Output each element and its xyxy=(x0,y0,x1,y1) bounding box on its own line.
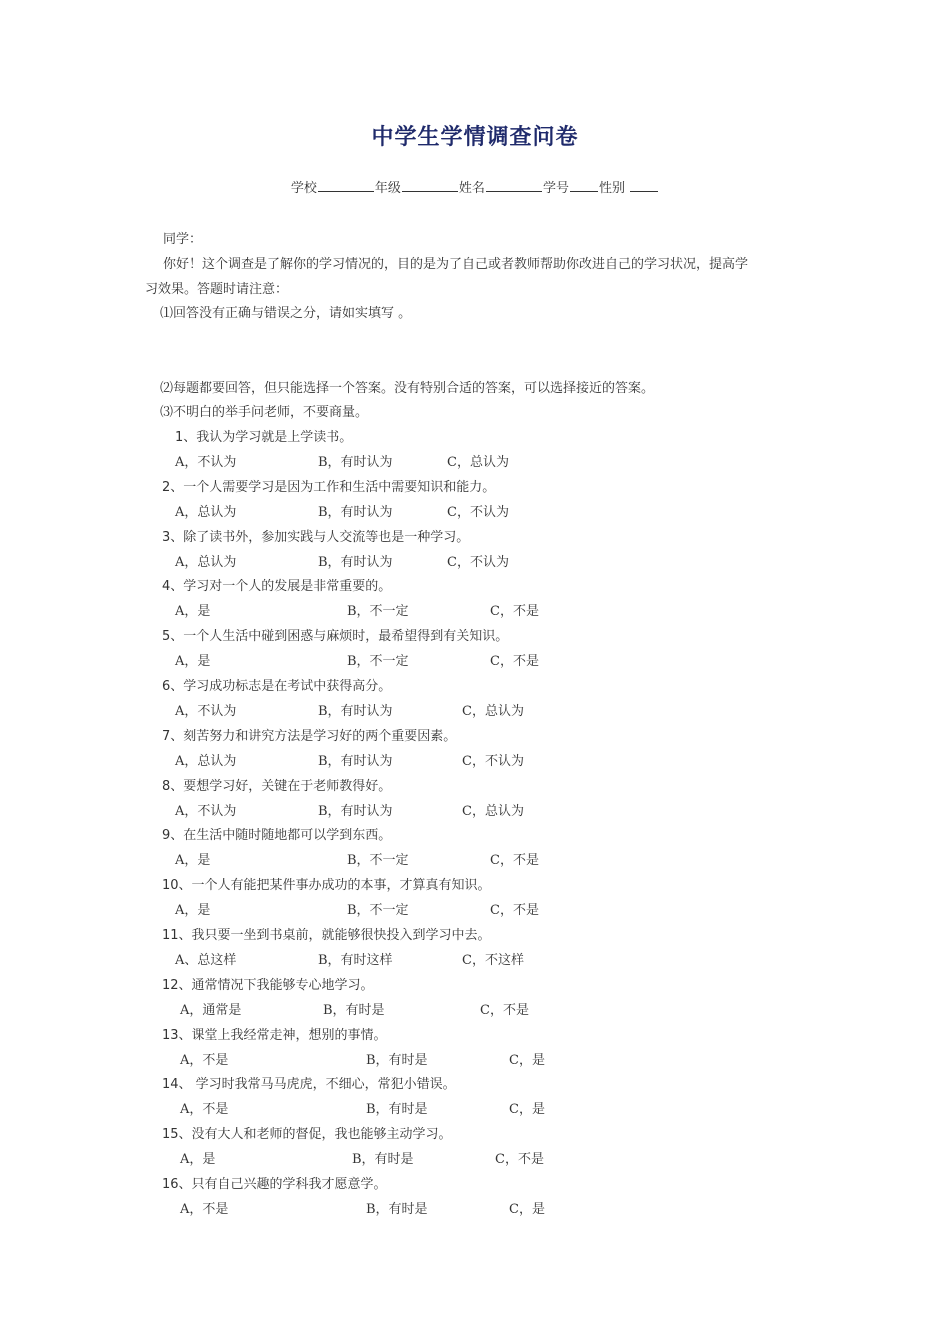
option-b-q16[interactable]: B，有时是 xyxy=(366,1202,428,1217)
question-number: 1、 xyxy=(175,430,197,445)
option-c-q9[interactable]: C，不是 xyxy=(490,853,539,868)
question-text: 学习时我常马马虎虎，不细心，常犯小错误。 xyxy=(191,1077,456,1092)
page-title: 中学生学情调查问卷 xyxy=(371,125,579,150)
question-14 xyxy=(162,1073,456,1092)
question-number: 11、 xyxy=(162,928,192,943)
option-a-q10[interactable]: A，是 xyxy=(175,903,211,918)
question-text: 课堂上我经常走神，想别的事情。 xyxy=(191,1028,387,1043)
question-4 xyxy=(162,575,391,594)
note-3: ⑶不明白的举手问老师，不要商量。 xyxy=(160,405,369,420)
grade-label: 年级 xyxy=(374,181,401,196)
option-a-q5[interactable]: A，是 xyxy=(175,654,211,669)
option-c-q2[interactable]: C，不认为 xyxy=(447,505,509,520)
student-info-line xyxy=(0,177,950,196)
option-b-q1[interactable]: B，有时认为 xyxy=(318,455,393,470)
gender-blank[interactable] xyxy=(630,179,658,192)
school-blank[interactable] xyxy=(318,179,374,192)
question-number: 16、 xyxy=(162,1177,192,1192)
question-text: 通常情况下我能够专心地学习。 xyxy=(191,978,374,993)
option-b-q3[interactable]: B，有时认为 xyxy=(318,555,393,570)
option-a-q8[interactable]: A，不认为 xyxy=(175,804,237,819)
question-3 xyxy=(162,526,469,545)
option-c-q15[interactable]: C，不是 xyxy=(495,1152,544,1167)
option-b-q15[interactable]: B，有时是 xyxy=(352,1152,414,1167)
option-c-q8[interactable]: C，总认为 xyxy=(462,804,524,819)
option-c-q7[interactable]: C，不认为 xyxy=(462,754,524,769)
question-16 xyxy=(162,1173,387,1192)
question-number: 9、 xyxy=(162,828,184,843)
option-b-q10[interactable]: B，不一定 xyxy=(347,903,409,918)
option-c-q14[interactable]: C，是 xyxy=(509,1102,545,1117)
intro-line-2: 习效果。答题时请注意： xyxy=(145,282,289,297)
option-a-q3[interactable]: A，总认为 xyxy=(175,555,237,570)
option-c-q16[interactable]: C，是 xyxy=(509,1202,545,1217)
question-text: 刻苦努力和讲究方法是学习好的两个重要因素。 xyxy=(183,729,457,744)
question-number: 15、 xyxy=(162,1127,192,1142)
option-a-q2[interactable]: A，总认为 xyxy=(175,505,237,520)
question-15 xyxy=(162,1123,452,1142)
question-text: 一个人生活中碰到困惑与麻烦时，最希望得到有关知识。 xyxy=(183,629,509,644)
option-a-q6[interactable]: A，不认为 xyxy=(175,704,237,719)
question-number: 5、 xyxy=(162,629,184,644)
question-text: 学习成功标志是在考试中获得高分。 xyxy=(183,679,392,694)
school-label: 学校 xyxy=(290,181,317,196)
question-text: 要想学习好，关键在于老师教得好。 xyxy=(183,779,392,794)
name-label: 姓名 xyxy=(458,181,485,196)
question-number: 2、 xyxy=(162,480,184,495)
note-2: ⑵每题都要回答，但只能选择一个答案。没有特别合适的答案，可以选择接近的答案。 xyxy=(160,381,655,396)
question-number: 4、 xyxy=(162,579,184,594)
question-number: 3、 xyxy=(162,530,184,545)
option-a-q4[interactable]: A，是 xyxy=(175,604,211,619)
grade-blank[interactable] xyxy=(402,179,458,192)
note-1: ⑴回答没有正确与错误之分，请如实填写 。 xyxy=(160,306,412,321)
option-a-q15[interactable]: A，是 xyxy=(180,1152,216,1167)
option-b-q5[interactable]: B，不一定 xyxy=(347,654,409,669)
option-a-q16[interactable]: A，不是 xyxy=(180,1202,229,1217)
question-number: 6、 xyxy=(162,679,184,694)
option-c-q12[interactable]: C，不是 xyxy=(480,1003,529,1018)
question-13 xyxy=(162,1024,387,1043)
option-c-q10[interactable]: C，不是 xyxy=(490,903,539,918)
question-text: 没有大人和老师的督促，我也能够主动学习。 xyxy=(191,1127,452,1142)
name-blank[interactable] xyxy=(486,179,542,192)
option-b-q11[interactable]: B，有时这样 xyxy=(318,953,393,968)
question-2 xyxy=(162,476,495,495)
question-number: 8、 xyxy=(162,779,184,794)
option-a-q9[interactable]: A，是 xyxy=(175,853,211,868)
option-a-q13[interactable]: A，不是 xyxy=(180,1053,229,1068)
option-b-q8[interactable]: B，有时认为 xyxy=(318,804,393,819)
option-a-q12[interactable]: A，通常是 xyxy=(180,1003,242,1018)
option-c-q11[interactable]: C，不这样 xyxy=(462,953,524,968)
option-c-q3[interactable]: C，不认为 xyxy=(447,555,509,570)
question-1 xyxy=(175,426,352,445)
student-no-label: 学号 xyxy=(542,181,569,196)
question-5 xyxy=(162,625,508,644)
option-a-q1[interactable]: A，不认为 xyxy=(175,455,237,470)
option-c-q1[interactable]: C，总认为 xyxy=(447,455,509,470)
question-7 xyxy=(162,725,456,744)
question-8 xyxy=(162,775,391,794)
question-text: 一个人有能把某件事办成功的本事，才算真有知识。 xyxy=(191,878,491,893)
question-text: 一个人需要学习是因为工作和生活中需要知识和能力。 xyxy=(183,480,496,495)
option-b-q4[interactable]: B，不一定 xyxy=(347,604,409,619)
question-text: 除了读书外，参加实践与人交流等也是一种学习。 xyxy=(183,530,470,545)
question-text: 只有自己兴趣的学科我才愿意学。 xyxy=(191,1177,387,1192)
option-a-q14[interactable]: A，不是 xyxy=(180,1102,229,1117)
gender-label: 性别 xyxy=(598,181,625,196)
option-b-q7[interactable]: B，有时认为 xyxy=(318,754,393,769)
greeting: 同学： xyxy=(163,232,203,247)
option-c-q6[interactable]: C，总认为 xyxy=(462,704,524,719)
question-text: 在生活中随时随地都可以学到东西。 xyxy=(183,828,392,843)
option-c-q5[interactable]: C，不是 xyxy=(490,654,539,669)
question-11 xyxy=(162,924,491,943)
question-text: 我只要一坐到书桌前，就能够很快投入到学习中去。 xyxy=(191,928,491,943)
question-9 xyxy=(162,824,391,843)
option-a-q11[interactable]: A、总这样 xyxy=(175,953,237,968)
question-number: 14、 xyxy=(162,1077,192,1092)
option-b-q9[interactable]: B，不一定 xyxy=(347,853,409,868)
option-b-q14[interactable]: B，有时是 xyxy=(366,1102,428,1117)
option-c-q13[interactable]: C，是 xyxy=(509,1053,545,1068)
intro-line-1: 你好！这个调查是了解你的学习情况的，目的是为了自己或者教师帮助你改进自己的学习状况，提高学 xyxy=(163,257,749,272)
option-c-q4[interactable]: C，不是 xyxy=(490,604,539,619)
option-b-q2[interactable]: B，有时认为 xyxy=(318,505,393,520)
option-b-q12[interactable]: B，有时是 xyxy=(323,1003,385,1018)
question-number: 10、 xyxy=(162,878,192,893)
question-6 xyxy=(162,675,391,694)
student-no-blank[interactable] xyxy=(570,179,598,192)
option-a-q7[interactable]: A，总认为 xyxy=(175,754,237,769)
question-10 xyxy=(162,874,491,893)
question-number: 7、 xyxy=(162,729,184,744)
option-b-q13[interactable]: B，有时是 xyxy=(366,1053,428,1068)
question-text: 学习对一个人的发展是非常重要的。 xyxy=(183,579,392,594)
question-text: 我认为学习就是上学读书。 xyxy=(196,430,353,445)
option-b-q6[interactable]: B，有时认为 xyxy=(318,704,393,719)
question-number: 13、 xyxy=(162,1028,192,1043)
question-12 xyxy=(162,974,374,993)
question-number: 12、 xyxy=(162,978,192,993)
